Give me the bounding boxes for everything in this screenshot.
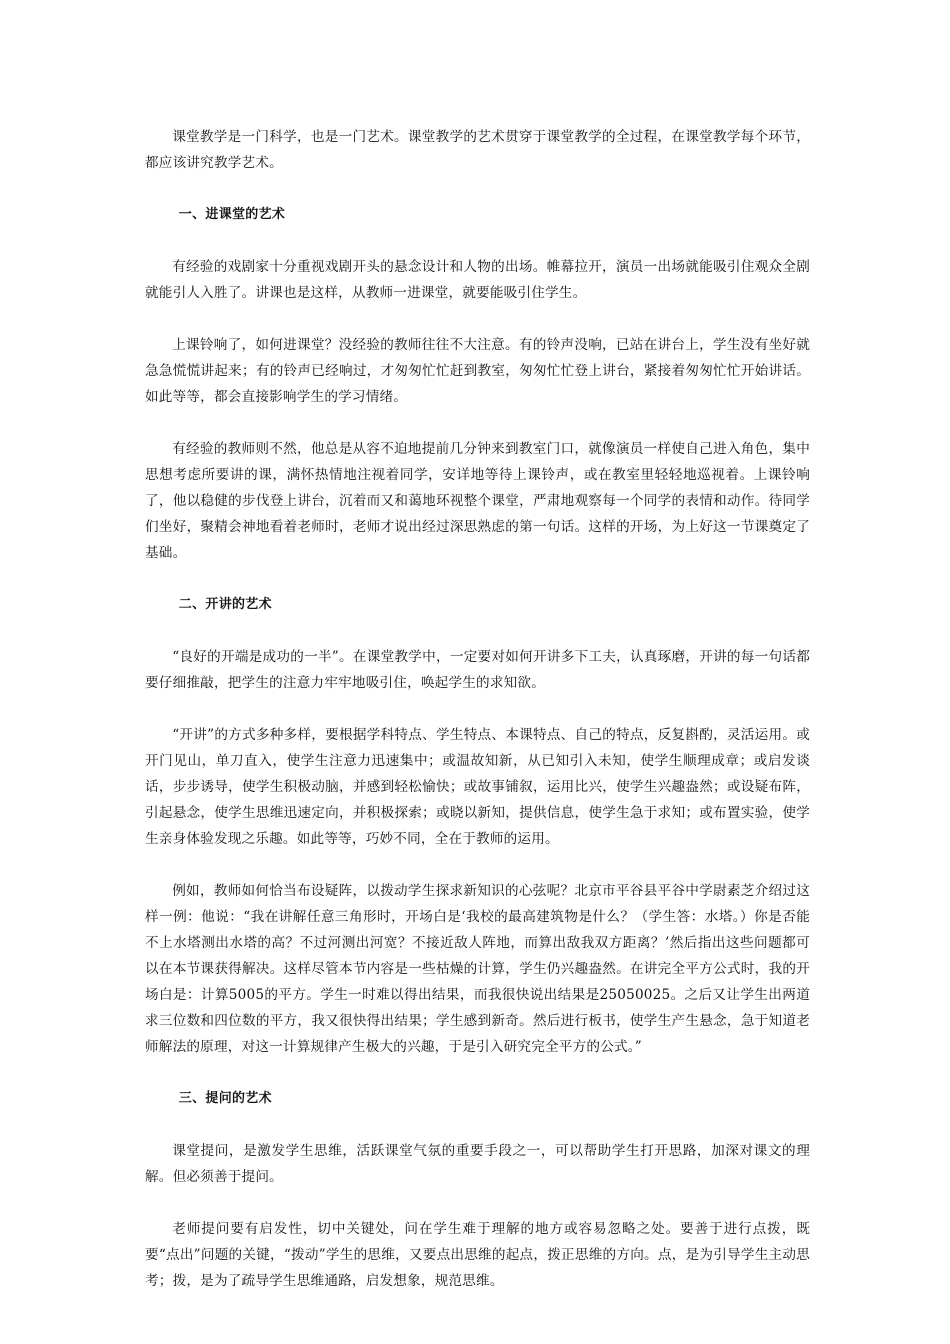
section-heading-3: 三、提问的艺术 [178, 1091, 272, 1106]
section-2-paragraph-2: “开讲”的方式多种多样，要根据学科特点、学生特点、本课特点、自己的特点，反复斟酌，灵活运用。或开门见山，单刀直入，使学生注意力迅速集中；或温故知新，从已知引入未知，使学生顺理成章；或启发谈话，步步诱导，使学生积极动脑，并感到轻松愉快；或故事铺叙，运用比兴，使学生兴趣盎然；或设疑布阵，引起悬念，使学生思维迅速定向，并积极探索；或晓以新知，提供信息，使学生急于求知；或布置实验，使学生亲身体验发现之乐趣。如此等等，巧妙不同，全在于教师的运用。 [145, 727, 810, 847]
document-page [145, 124, 810, 1320]
section-1-paragraph-3: 有经验的教师则不然，他总是从容不迫地提前几分钟来到教室门口，就像演员一样使自己进入角色，集中思想考虑所要讲的课，满怀热情地注视着同学，安详地等待上课铃声，或在教室里轻轻地巡视着。上课铃响了，他以稳健的步伐登上讲台，沉着而又和蔼地环视整个课堂，严肃地观察每一个同学的表情和动作。待同学们坐好，聚精会神地看着老师时，老师才说出经过深思熟虑的第一句话。这样的开场，为上好这一节课奠定了基础。 [145, 441, 810, 561]
section-1-paragraph-2: 上课铃响了，如何进课堂？没经验的教师往往不大注意。有的铃声没响，已站在讲台上，学生没有坐好就急急慌慌讲起来；有的铃声已经响过，才匆匆忙忙赶到教室，匆匆忙忙登上讲台，紧接着匆匆忙忙开始讲话。如此等等，都会直接影响学生的学习情绪。 [145, 337, 810, 405]
section-heading-1: 一、进课堂的艺术 [178, 207, 286, 222]
section-3-paragraph-1: 课堂提问，是激发学生思维，活跃课堂气氛的重要手段之一，可以帮助学生打开思路，加深对课文的理解。但必须善于提问。 [145, 1143, 810, 1185]
section-heading-2: 二、开讲的艺术 [178, 597, 272, 612]
section-2-paragraph-1: “良好的开端是成功的一半”。在课堂教学中，一定要对如何开讲多下工夫，认真琢磨，开讲的每一句话都要仔细推敲，把学生的注意力牢牢地吸引住，唤起学生的求知欲。 [145, 649, 810, 691]
section-2-paragraph-3: 例如，教师如何恰当布设疑阵，以拨动学生探求新知识的心弦呢？北京市平谷县平谷中学尉素芝介绍过这样一例：他说：“我在讲解任意三角形时，开场白是‘我校的最高建筑物是什么？（学生答：水塔。）你是否能不上水塔测出水塔的高？不过河测出河宽？不接近敌人阵地，而算出敌我双方距离？’然后指出这些问题都可以在本节课获得解决。这样尽管本节内容是一些枯燥的计算，学生仍兴趣盎然。在讲完全平方公式时，我的开场白是：计算5005的平方。学生一时难以得出结果，而我很快说出结果是25050025。之后又让学生出两道求三位数和四位数的平方，我又很快得出结果；学生感到新奇。然后进行板书，使学生产生悬念，急于知道老师解法的原理，对这一计算规律产生极大的兴趣，于是引入研究完全平方的公式。” [145, 883, 810, 1055]
section-1-paragraph-1: 有经验的戏剧家十分重视戏剧开头的悬念设计和人物的出场。帷幕拉开，演员一出场就能吸引住观众全剧就能引人入胜了。讲课也是这样，从教师一进课堂，就要能吸引住学生。 [145, 259, 810, 301]
intro-paragraph: 课堂教学是一门科学，也是一门艺术。课堂教学的艺术贯穿于课堂教学的全过程，在课堂教学每个环节，都应该讲究教学艺术。 [145, 129, 810, 171]
section-3-paragraph-2: 老师提问要有启发性，切中关键处，问在学生难于理解的地方或容易忽略之处。要善于进行点拨，既要“点出”问题的关键，“拨动”学生的思维，又要点出思维的起点，拨正思维的方向。点，是为引导学生主动思考；拨，是为了疏导学生思维通路，启发想象，规范思维。 [145, 1221, 810, 1289]
